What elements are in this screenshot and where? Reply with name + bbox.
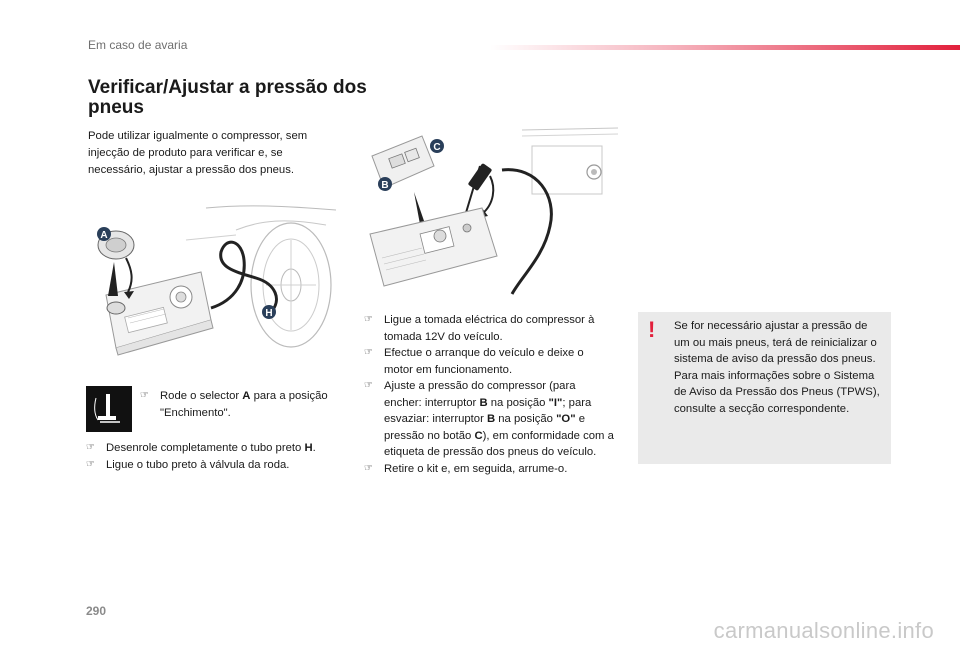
list-item: ☞ Ajuste a pressão do compressor (para encher: interruptor B na posição "I"; para esvaziar: interruptor B na posição "O" e pressão no botão C), em conformidade com a etiqueta de pressão dos pneus do veículo. [364, 380, 614, 458]
pointing-hand-icon: ☞ [364, 380, 373, 391]
pointing-hand-icon: ☞ [140, 390, 149, 401]
intro-text: Pode utilizar igualmente o compressor, sem injecção de produto para verificar e, se necessário, ajustar a pressão dos pneus. [88, 130, 308, 176]
callout-a: A [100, 230, 108, 241]
pointing-hand-icon: ☞ [364, 314, 373, 325]
list-item: ☞ Desenrole completamente o tubo preto H. [86, 440, 346, 457]
list-item: ☞ Rode o selector A para a posição "Enchimento". [140, 390, 328, 419]
list-item: ☞ Efectue o arranque do veículo e deixe o motor em funcionamento. [364, 347, 584, 376]
header-accent-line [490, 45, 960, 50]
selector-thumbnail [86, 386, 132, 432]
pointing-hand-icon: ☞ [86, 442, 95, 453]
steps-selector [140, 388, 345, 421]
compressor-illustration [86, 200, 336, 360]
page-title: Verificar/Ajustar a pressão dos pneus [88, 77, 367, 118]
notice-line: Para mais informações sobre o Sistema de Aviso da Pressão dos Pneus (TPWS), consulte a secção correspondente. [674, 369, 880, 415]
callout-b: B [381, 180, 389, 191]
callout-c: C [433, 142, 441, 153]
socket-illustration [362, 126, 618, 298]
steps-hose [86, 440, 346, 473]
callout-h: H [265, 308, 273, 319]
list-item: ☞ Ligue a tomada eléctrica do compressor à tomada 12V do veículo. [364, 314, 595, 343]
pointing-hand-icon: ☞ [364, 462, 373, 474]
list-item: ☞ Retire o kit e, em seguida, arrume-o. [364, 461, 614, 478]
notice-text [674, 318, 884, 417]
section-header: Em caso de avaria [88, 38, 188, 52]
watermark: carmanualsonline.info [713, 618, 934, 643]
notice-line: Se for necessário ajustar a pressão de um ou mais pneus, terá de reinicializar o sistema de aviso da pressão dos pneus. [674, 320, 877, 365]
inflate-selector-icon [86, 386, 132, 432]
page-number: 290 [86, 604, 107, 618]
pointing-hand-icon: ☞ [364, 347, 373, 358]
warning-icon: ! [648, 317, 656, 342]
pointing-hand-icon: ☞ [86, 458, 95, 470]
list-item: ☞ Ligue o tubo preto à válvula da roda. [86, 457, 346, 474]
steps-compressor [364, 312, 614, 477]
notice-box [638, 312, 891, 464]
